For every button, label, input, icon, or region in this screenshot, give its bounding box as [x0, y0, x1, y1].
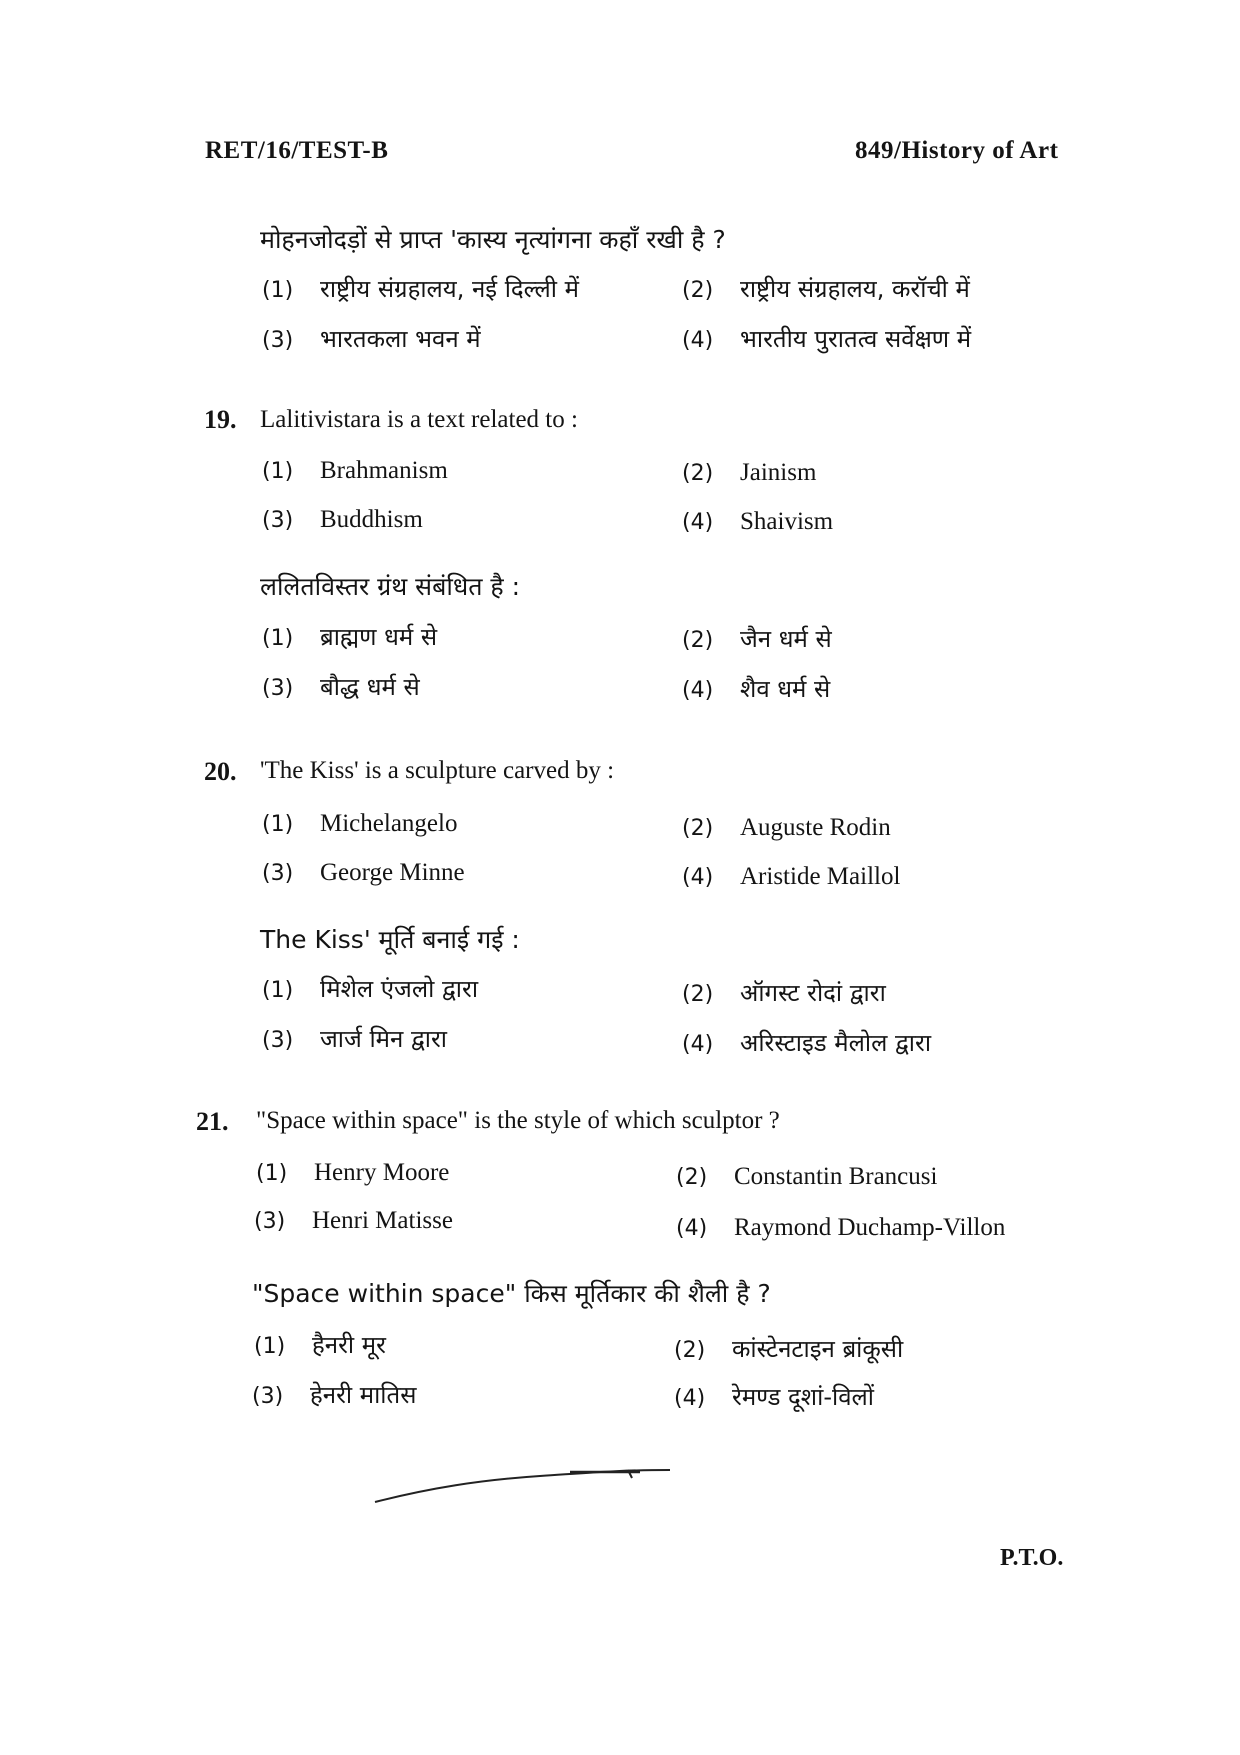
option-4-hi: (4) रेमण्ड दूशां-विलों	[674, 1383, 875, 1411]
option-1-hi: (1) हैनरी मूर	[254, 1331, 386, 1359]
option-3-en: (3) Buddhism	[262, 506, 423, 533]
option-1-hi: (1) मिशेल एंजलो द्वारा	[262, 975, 479, 1003]
question-text-hi: ललितविस्तर ग्रंथ संबंधित है :	[260, 572, 521, 601]
option-2-en: (2) Jainism	[682, 459, 817, 486]
option-3-hi: (3) बौद्ध धर्म से	[262, 673, 420, 701]
question-text-en: Lalitivistara is a text related to :	[260, 406, 578, 433]
option-1-en: (1) Henry Moore	[256, 1159, 450, 1186]
option-2-en: (2) Auguste Rodin	[682, 814, 891, 841]
question-number: 20.	[204, 757, 237, 786]
option-1-en: (1) Brahmanism	[262, 457, 448, 484]
option-4-hi: (4) शैव धर्म से	[682, 675, 831, 703]
question-text-hi: मोहनजोदड़ों से प्राप्त 'कास्य नृत्यांगना कहाँ रखी है ?	[260, 225, 726, 254]
option-1-hi: (1) ब्राह्मण धर्म से	[262, 623, 438, 651]
question-number: 21.	[196, 1107, 229, 1136]
option-1-en: (1) Michelangelo	[262, 810, 458, 837]
option-2-hi: (2) राष्ट्रीय संग्रहालय, करॉची में	[682, 275, 970, 303]
option-4-en: (4) Shaivism	[682, 508, 834, 535]
paper-code: RET/16/TEST-B	[205, 137, 389, 164]
option-4-hi: (4) भारतीय पुरातत्व सर्वेक्षण में	[682, 325, 972, 353]
subject-code: 849/History of Art	[855, 137, 1059, 164]
option-3-hi: (3) हेनरी मातिस	[252, 1381, 417, 1409]
question-text-hi: The Kiss' मूर्ति बनाई गई :	[260, 925, 520, 954]
option-2-hi: (2) ऑगस्ट रोदां द्वारा	[682, 979, 886, 1007]
option-4-en: (4) Aristide Maillol	[682, 863, 901, 890]
question-text-hi: "Space within space" किस मूर्तिकार की शैली है ?	[252, 1279, 771, 1308]
option-3-en: (3) Henri Matisse	[254, 1207, 453, 1234]
option-4-hi: (4) अरिस्टाइड मैलोल द्वारा	[682, 1029, 932, 1057]
option-3-en: (3) George Minne	[262, 859, 465, 886]
option-2-en: (2) Constantin Brancusi	[676, 1163, 938, 1190]
please-turn-over: P.T.O.	[1000, 1545, 1064, 1571]
pen-scribble	[370, 1450, 690, 1510]
question-text-en: 'The Kiss' is a sculpture carved by :	[260, 757, 615, 784]
option-2-hi: (2) कांस्टेनटाइन ब्रांकूसी	[674, 1335, 904, 1363]
option-1-hi: (1) राष्ट्रीय संग्रहालय, नई दिल्ली में	[262, 275, 579, 303]
question-text-en: "Space within space" is the style of which sculptor ?	[256, 1107, 780, 1134]
option-3-hi: (3) जार्ज मिन द्वारा	[262, 1025, 448, 1053]
option-4-en: (4) Raymond Duchamp-Villon	[676, 1214, 1006, 1241]
option-3-hi: (3) भारतकला भवन में	[262, 325, 481, 353]
option-2-hi: (2) जैन धर्म से	[682, 625, 832, 653]
question-number: 19.	[204, 405, 237, 434]
